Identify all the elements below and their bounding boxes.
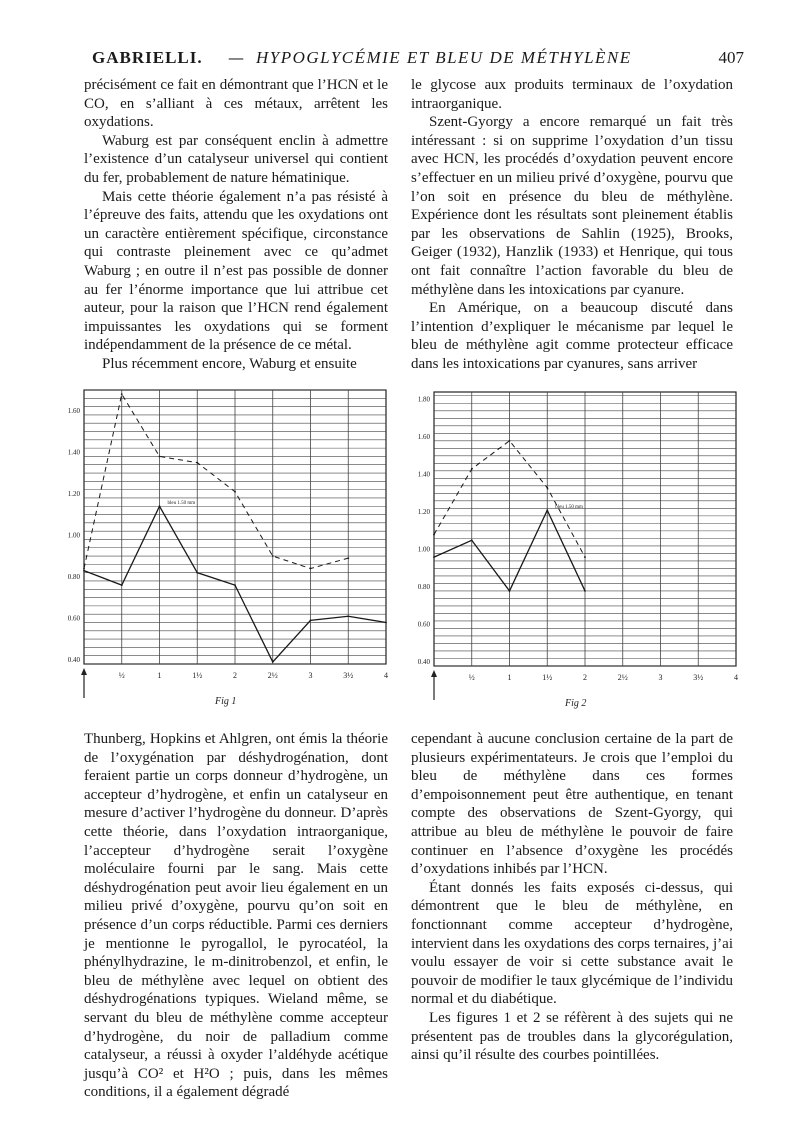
y-tick-label: 1.80 [417, 395, 430, 404]
series-annotation: bleu 1.50 mm [167, 501, 196, 507]
data-point [385, 622, 387, 624]
x-tick-label: ½ [468, 673, 475, 682]
x-tick-label: 3½ [693, 673, 704, 682]
figure-1-chart [54, 382, 394, 720]
x-tick-label: 2½ [267, 671, 278, 680]
y-tick-label: 1.60 [67, 406, 80, 415]
data-point [272, 661, 274, 663]
header-author: GABRIELLI. [92, 48, 203, 67]
data-point [471, 539, 473, 541]
x-tick-label: 2 [583, 673, 587, 682]
paragraph: Plus récemment encore, Waburg et ensuite [102, 355, 357, 372]
data-point [196, 572, 198, 574]
data-point [310, 568, 312, 570]
header-title: HYPOGLYCÉMIE ET BLEU DE MÉTHYLÈNE [256, 48, 632, 67]
column-bottom-right [411, 730, 733, 1065]
data-point [509, 590, 511, 592]
column-bottom-left [84, 730, 388, 1102]
data-point [433, 534, 435, 536]
y-tick-label: 0.80 [417, 582, 430, 591]
x-tick-label: 3 [658, 673, 663, 682]
y-tick-label: 1.00 [67, 531, 80, 540]
data-point [83, 570, 85, 572]
paragraph: En Amérique, on a beaucoup discuté dans l’intention d’expliquer le mécanisme par lequel le bleu de méthylène agit comme protecteur efficace dans les intoxications par cyanures, sans arriver [411, 300, 733, 372]
header-dash: — [228, 48, 244, 67]
paragraph: Waburg est par conséquent enclin à admettre l’existence d’un catalyseur universel qui contient du fer, probablement de nature hématinique. [84, 132, 388, 186]
page-number: 407 [718, 48, 744, 67]
data-point [471, 468, 473, 470]
data-point [584, 590, 586, 592]
data-point [546, 487, 548, 489]
data-point [347, 557, 349, 559]
y-tick-label: 1.00 [417, 545, 430, 554]
data-point [234, 584, 236, 586]
y-tick-label: 1.20 [67, 489, 80, 498]
x-tick-label: 2 [233, 671, 237, 680]
y-tick-label: 1.40 [417, 470, 430, 479]
injection-arrow-head [81, 668, 87, 675]
y-tick-label: 1.20 [417, 507, 430, 516]
x-tick-label: 1 [507, 673, 512, 682]
y-tick-label: 1.60 [417, 432, 430, 441]
data-point [347, 615, 349, 617]
x-tick-label: 3½ [343, 671, 354, 680]
y-tick-label: 1.40 [67, 448, 80, 457]
paragraph: précisément ce fait en démontrant que l’HCN et le CO, en s’alliant à ces métaux, arrêtent les oxydations. [84, 77, 388, 131]
data-point [234, 491, 236, 493]
data-point [272, 555, 274, 557]
x-tick-label: 3 [308, 671, 313, 680]
data-point [83, 568, 85, 570]
injection-arrow-head [431, 670, 437, 677]
column-top-left [84, 76, 388, 374]
data-point [159, 505, 161, 507]
y-tick-label: 0.40 [417, 658, 430, 666]
data-point [121, 393, 123, 395]
figure-caption: Fig 1 [215, 696, 237, 707]
y-tick-label: 0.80 [67, 572, 80, 581]
data-point [196, 462, 198, 464]
y-tick-label: 0.40 [67, 656, 80, 664]
data-point [509, 440, 511, 442]
figure-caption: Fig 2 [565, 698, 587, 709]
data-point [159, 456, 161, 458]
data-point [433, 556, 435, 558]
x-tick-label: 1 [157, 671, 162, 680]
data-point [546, 509, 548, 511]
paragraph: Mais cette théorie également n’a pas résisté à l’épreuve des faits, attendu que les oxydations ont un caractère entièrement spécifique, circonstance qui contraste pleinement avec ce qu’admet Waburg ; en outre il n’est pas possible de donner au fer l’énorme importance que lui attribue cet auteur, pour la raison que l’HCN rend également impuissantes les oxydations qui se forment indépendamment de la présence de ce métal. [84, 188, 388, 354]
x-tick-label: ½ [118, 671, 125, 680]
column-top-right [411, 76, 733, 374]
x-tick-label: 4 [384, 671, 388, 680]
x-tick-label: 2½ [617, 673, 628, 682]
figure-2-chart [404, 384, 744, 722]
series-annotation: bleu 1.50 mm [555, 505, 583, 511]
paragraph: le glycose aux produits terminaux de l’oxydation intraorganique. [411, 77, 733, 112]
paragraph: Szent-Gyorgy a encore remarqué un fait très intéressant : si on supprime l’oxydation d’un tissu avec HCN, les procédés d’oxydation peuvent encore s’effectuer en un milieu privé d’oxygène, pourvu que l’on soit en présence du bleu de méthylène. Expérience dont les résultats sont pleinement établis par les observations de Sahlin (1925), Brooks, Geiger (1932), Hanzlik (1933) et Henrique, qui tous ont fait connaître l’action favorable du bleu de méthylène dans les intoxications par cyanure. [411, 114, 733, 298]
x-tick-label: 1½ [192, 671, 203, 680]
y-tick-label: 0.60 [67, 614, 80, 623]
data-point [584, 556, 586, 558]
x-tick-label: 4 [734, 673, 738, 682]
data-point [121, 584, 123, 586]
x-tick-label: 1½ [542, 673, 553, 682]
running-header [84, 42, 744, 72]
paragraph: Thunberg, Hopkins et Ahlgren, ont émis la théorie de l’oxygénation par déshydrogénation, dont feraient partie un corps donneur d’hydrogène, un accepteur d’hydrogène, et enfin un catalyseur en mesure d’activer l’hydrogène du donneur. D’après cette théorie, dans l’oxydation intraorganique, l’accepteur d’hydrogène serait l’oxygène moléculaire fourni par le sang. Mais cette déshydrogénation peut avoir lieu également en un milieu privé d’oxygène, pourvu qu’on soit en présence d’un corps réductible. Parmi ces derniers je mentionne le pyrogallol, le pyrocatéol, la phénylhydrazine, le m-dinitrobenzol, et enfin, le bleu de méthylène avec lequel on obtient des déshydrogénations typiques. Wieland même, se servant du bleu de méthylène comme accepteur d’hydrogène, du noir de palladium comme catalyseur, a réussi à oxyder l’aldéhyde acétique jusqu’à CO² et H²O ; puis, dans les mêmes conditions, il a également dégradé [84, 731, 388, 1101]
paragraph: Étant donnés les faits exposés ci-dessus, qui démontrent que le bleu de méthylène, en fonctionnant comme accepteur d’hydrogène, intervient dans les oxydations des corps ternaires, j’ai voulu essayer de voir si cette substance avait le pouvoir de modifier le taux glycémique de l’individu normal et du diabétique. [411, 879, 733, 1008]
y-tick-label: 0.60 [417, 620, 430, 629]
paragraph: cependant à aucune conclusion certaine de la part de plusieurs expérimentateurs. Je crois que l’emploi du bleu de méthylène dans ces formes d’empoisonnement peut être authentique, en tenant compte des observations de Szent-Gyorgy, qui attribue au bleu de méthylène le pouvoir de faire continuer en l’absence d’oxygène les procédés d’oxydations inhibés par l’HCN. [411, 731, 733, 878]
paragraph: Les figures 1 et 2 se réfèrent à des sujets qui ne présentent pas de troubles dans la glycorégulation, ainsi qu’il résulte des courbes pointillées. [411, 1009, 733, 1064]
data-point [310, 620, 312, 622]
